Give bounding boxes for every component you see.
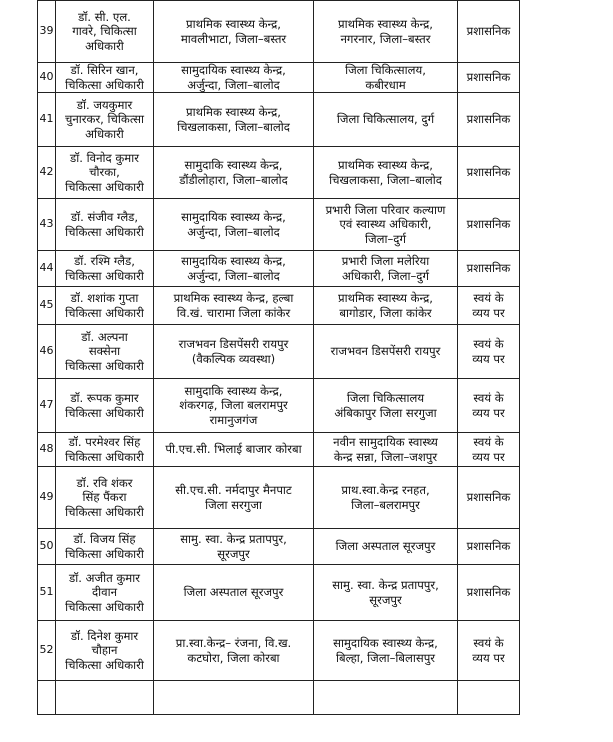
new-posting-text: प्राथमिक स्वास्थ्य केन्द्र, — [338, 291, 433, 306]
remark-text: प्रशासनिक — [466, 70, 511, 85]
officer-name-cell — [56, 93, 154, 147]
new-posting-cell — [314, 379, 458, 433]
officer-name-text: डॉ. विजय सिंह — [73, 532, 136, 547]
new-posting-cell — [314, 147, 458, 199]
officer-name-text: चिकित्सा अधिकारी — [65, 546, 144, 561]
remark-cell — [458, 63, 520, 93]
remark-text: प्रशासनिक — [466, 539, 511, 554]
officer-name-text: चिकित्सा अधिकारी — [65, 179, 144, 194]
current-posting-text: प्राथमिक स्वास्थ्य केन्द्र, — [186, 17, 281, 32]
officer-name-cell — [56, 63, 154, 93]
current-posting-text: सामुदायिक स्वास्थ्य केन्द्र, — [181, 63, 286, 78]
current-posting-cell — [154, 93, 314, 147]
current-posting-text: शंकरगढ़, जिला बलरामपुर — [179, 398, 288, 413]
remark-text: प्रशासनिक — [466, 165, 511, 180]
officer-name-text: चिकित्सा अधिकारी — [65, 504, 144, 519]
current-posting-text: कटघोरा, जिला कोरबा — [187, 650, 280, 665]
new-posting-text: जिला–दुर्ग — [365, 231, 406, 246]
officer-name-text: डॉ. रूपक कुमार — [70, 391, 139, 406]
officer-name-cell — [56, 147, 154, 199]
current-posting-cell — [154, 467, 314, 529]
officer-name-cell — [56, 529, 154, 565]
serial-number-text: 48 — [39, 442, 54, 456]
officer-name-text: डॉ. शशांक गुप्ता — [70, 291, 139, 306]
new-posting-text: केन्द्र सन्ना, जिला–जशपुर — [333, 449, 438, 464]
new-posting-text: अधिकारी, जिला–दुर्ग — [342, 268, 429, 283]
new-posting-cell — [314, 467, 458, 529]
remark-text: व्यय पर — [472, 351, 505, 366]
current-posting-text: अर्जुन्दा, जिला–बालोद — [187, 224, 280, 239]
serial-number-cell — [38, 251, 56, 287]
remark-text: प्रशासनिक — [466, 490, 511, 505]
serial-number-cell — [38, 1, 56, 63]
table-row — [38, 467, 520, 529]
officer-name-text: चिकित्सा अधिकारी — [65, 268, 144, 283]
officer-name-text: डॉ. रवि शंकर — [76, 476, 133, 491]
current-posting-cell — [154, 379, 314, 433]
current-posting-text: सामुदायिक स्वास्थ्य केन्द्र, — [181, 254, 286, 269]
table-row — [38, 287, 520, 325]
table-row — [38, 93, 520, 147]
serial-number-text: 45 — [39, 298, 54, 312]
table-row — [38, 621, 520, 681]
serial-number-text: 42 — [39, 165, 54, 179]
new-posting-text: जिला चिकित्सालय, दुर्ग — [336, 112, 435, 127]
transfer-order-sheet — [37, 0, 519, 715]
serial-number-cell — [38, 433, 56, 467]
empty-cell — [154, 681, 314, 715]
new-posting-cell — [314, 63, 458, 93]
table-row — [38, 529, 520, 565]
remark-text: प्रशासनिक — [466, 585, 511, 600]
serial-number-cell — [38, 287, 56, 325]
table-row — [38, 1, 520, 63]
officer-name-text: चिकित्सा अधिकारी — [65, 657, 144, 672]
new-posting-cell — [314, 433, 458, 467]
serial-number-cell — [38, 529, 56, 565]
current-posting-text: चिखलाकसा, जिला–बालोद — [177, 119, 290, 134]
current-posting-text: सामुदायिक स्वास्थ्य केन्द्र, — [181, 210, 286, 225]
new-posting-cell — [314, 1, 458, 63]
new-posting-text: नगरनार, जिला–बस्तर — [340, 31, 431, 46]
table-row — [38, 63, 520, 93]
officer-name-text: चिकित्सा अधिकारी — [65, 358, 144, 373]
new-posting-text: बिल्हा, जिला–बिलासपुर — [335, 650, 436, 665]
new-posting-cell — [314, 565, 458, 621]
remark-text: व्यय पर — [472, 305, 505, 320]
remark-cell — [458, 1, 520, 63]
officer-name-text: अधिकारी — [85, 38, 124, 53]
current-posting-cell — [154, 529, 314, 565]
new-posting-text: जिला चिकित्सालय, — [345, 63, 426, 78]
new-posting-text: सामु. स्वा. केन्द्र प्रतापपुर, — [332, 578, 439, 593]
officer-name-cell — [56, 287, 154, 325]
current-posting-cell — [154, 621, 314, 681]
serial-number-cell — [38, 325, 56, 379]
officer-name-text: चुनारकर, चिकित्सा — [65, 112, 144, 127]
officer-name-text: डॉ. सिरिन खान, — [70, 63, 139, 78]
table-row — [38, 379, 520, 433]
new-posting-cell — [314, 325, 458, 379]
serial-number-text: 46 — [39, 344, 54, 358]
remark-cell — [458, 565, 520, 621]
new-posting-cell — [314, 287, 458, 325]
officer-name-text: डॉ. जयकुमार — [76, 98, 133, 113]
current-posting-cell — [154, 147, 314, 199]
remark-cell — [458, 529, 520, 565]
table-row — [38, 147, 520, 199]
remark-cell — [458, 147, 520, 199]
remark-text: प्रशासनिक — [466, 112, 511, 127]
officer-name-text: डॉ. रश्मि ग्लैड, — [74, 254, 135, 269]
new-posting-text: सामुदायिक स्वास्थ्य केन्द्र, — [333, 636, 438, 651]
officer-name-text: चिकित्सा अधिकारी — [65, 449, 144, 464]
new-posting-text: प्राथ.स्वा.केन्द्र रनहत, — [341, 483, 430, 498]
remark-text: स्वयं के — [473, 291, 504, 306]
remark-text: स्वयं के — [473, 636, 504, 651]
current-posting-cell — [154, 565, 314, 621]
current-posting-text: जिला अस्पताल सूरजपुर — [183, 585, 284, 600]
new-posting-text: जिला अस्पताल सूरजपुर — [335, 539, 436, 554]
current-posting-text: राजभवन डिसपेंसरी रायपुर — [178, 337, 289, 352]
current-posting-text: डौंडीलोहारा, जिला–बालोद — [179, 172, 288, 187]
current-posting-text: (वैकल्पिक व्यवस्था) — [191, 351, 276, 366]
new-posting-cell — [314, 529, 458, 565]
serial-number-cell — [38, 379, 56, 433]
officer-name-text: चौहान — [91, 643, 118, 658]
remark-text: व्यय पर — [472, 405, 505, 420]
officer-name-text: डॉ. सी. एल. — [78, 10, 131, 25]
remark-text: स्वयं के — [473, 435, 504, 450]
serial-number-cell — [38, 467, 56, 529]
serial-number-cell — [38, 147, 56, 199]
current-posting-text: रामानुजगंज — [209, 412, 258, 427]
new-posting-text: एवं स्वास्थ्य अधिकारी, — [339, 217, 432, 232]
serial-number-text: 51 — [39, 585, 54, 599]
new-posting-text: राजभवन डिसपेंसरी रायपुर — [330, 344, 441, 359]
new-posting-cell — [314, 199, 458, 251]
serial-number-cell — [38, 565, 56, 621]
remark-cell — [458, 379, 520, 433]
officer-name-text: सक्सेना — [88, 344, 121, 359]
officer-name-text: चिकित्सा अधिकारी — [65, 305, 144, 320]
remark-text: व्यय पर — [472, 650, 505, 665]
officer-name-text: दीवान — [91, 585, 118, 600]
current-posting-cell — [154, 199, 314, 251]
new-posting-text: चिखलाकसा, जिला–बालोद — [329, 172, 442, 187]
current-posting-text: प्रा.स्वा.केन्द्र– रंजना, वि.ख. — [175, 636, 292, 651]
current-posting-text: प्राथमिक स्वास्थ्य केन्द्र, हल्बा — [173, 291, 294, 306]
remark-text: प्रशासनिक — [466, 217, 511, 232]
serial-number-cell — [38, 93, 56, 147]
officer-name-cell — [56, 621, 154, 681]
remark-text: व्यय पर — [472, 449, 505, 464]
serial-number-cell — [38, 621, 56, 681]
new-posting-cell — [314, 621, 458, 681]
current-posting-text: अर्जुन्दा, जिला–बालोद — [187, 77, 280, 92]
officer-name-cell — [56, 1, 154, 63]
officer-name-cell — [56, 565, 154, 621]
serial-number-text: 44 — [39, 261, 54, 275]
remark-cell — [458, 325, 520, 379]
new-posting-text: प्रभारी जिला परिवार कल्याण — [325, 203, 446, 218]
officer-name-text: डॉ. अजीत कुमार — [69, 571, 140, 586]
officer-name-cell — [56, 433, 154, 467]
serial-number-text: 39 — [39, 24, 54, 38]
remark-cell — [458, 467, 520, 529]
table-row — [38, 565, 520, 621]
officer-name-text: चिकित्सा अधिकारी — [65, 405, 144, 420]
remark-text: प्रशासनिक — [466, 24, 511, 39]
officer-name-text: अधिकारी — [85, 126, 124, 141]
officer-name-cell — [56, 467, 154, 529]
officer-name-text: चिकित्सा अधिकारी — [65, 599, 144, 614]
officer-name-cell — [56, 325, 154, 379]
officer-name-cell — [56, 379, 154, 433]
officer-name-cell — [56, 199, 154, 251]
current-posting-text: अर्जुन्दा, जिला–बालोद — [187, 268, 280, 283]
new-posting-text: जिला चिकित्सालय — [346, 391, 425, 406]
serial-number-cell — [38, 199, 56, 251]
empty-cell — [56, 681, 154, 715]
remark-cell — [458, 287, 520, 325]
empty-cell — [314, 681, 458, 715]
officer-name-text: चौरका, — [89, 165, 120, 180]
new-posting-cell — [314, 93, 458, 147]
current-posting-text: मावलीभाटा, जिला–बस्तर — [180, 31, 287, 46]
remark-text: प्रशासनिक — [466, 261, 511, 276]
new-posting-text: नवीन सामुदायिक स्वास्थ्य — [333, 435, 438, 450]
empty-table-row — [38, 681, 520, 715]
serial-number-text: 50 — [39, 539, 54, 553]
current-posting-cell — [154, 433, 314, 467]
officer-name-text: डॉ. संजीव ग्लैड, — [70, 210, 139, 225]
officer-name-cell — [56, 251, 154, 287]
officer-name-text: डॉ. परमेश्वर सिंह — [68, 435, 141, 450]
officer-name-text: डॉ. अल्पना — [81, 330, 128, 345]
current-posting-text: सामुदाकि स्वास्थ्य केन्द्र, — [184, 384, 283, 399]
new-posting-text: कबीरधाम — [365, 77, 406, 92]
new-posting-text: प्रभारी जिला मलेरिया — [341, 254, 430, 269]
remark-cell — [458, 621, 520, 681]
current-posting-text: जिला सरगुजा — [205, 497, 262, 512]
current-posting-text: सूरजपुर — [217, 546, 250, 561]
officer-name-text: डॉ. दिनेश कुमार — [70, 629, 139, 644]
new-posting-text: प्राथमिक स्वास्थ्य केन्द्र, — [338, 17, 433, 32]
current-posting-text: सी.एच.सी. नर्मदापुर मैनपाट — [175, 483, 292, 498]
remark-cell — [458, 93, 520, 147]
current-posting-text: पी.एच.सी. भिलाई बाजार कोरबा — [165, 442, 302, 457]
officer-name-text: चिकित्सा अधिकारी — [65, 224, 144, 239]
new-posting-cell — [314, 251, 458, 287]
remark-text: स्वयं के — [473, 337, 504, 352]
empty-cell — [458, 681, 520, 715]
serial-number-text: 43 — [39, 217, 54, 231]
officer-name-text: डॉ. विनोद कुमार — [70, 151, 139, 166]
current-posting-text: सामुदाकि स्वास्थ्य केन्द्र, — [184, 158, 283, 173]
current-posting-text: वि.खं. चारामा जिला कांकेर — [176, 305, 291, 320]
serial-number-text: 40 — [39, 70, 54, 84]
officer-name-text: सिंह पैंकरा — [82, 490, 127, 505]
table-row — [38, 433, 520, 467]
table-row — [38, 199, 520, 251]
remark-text: स्वयं के — [473, 391, 504, 406]
transfer-table — [37, 0, 520, 715]
empty-cell — [38, 681, 56, 715]
remark-cell — [458, 251, 520, 287]
officer-name-text: चिकित्सा अधिकारी — [65, 77, 144, 92]
officer-name-text: गावरे, चिकित्सा — [72, 24, 137, 39]
serial-number-cell — [38, 63, 56, 93]
remark-cell — [458, 199, 520, 251]
current-posting-cell — [154, 325, 314, 379]
current-posting-cell — [154, 1, 314, 63]
remark-cell — [458, 433, 520, 467]
new-posting-text: अंबिकापुर जिला सरगुजा — [334, 405, 437, 420]
serial-number-text: 49 — [39, 490, 54, 504]
new-posting-text: जिला–बलरामपुर — [351, 497, 420, 512]
current-posting-text: सामु. स्वा. केन्द्र प्रतापपुर, — [180, 532, 287, 547]
transfer-table-body — [38, 1, 520, 715]
new-posting-text: प्राथमिक स्वास्थ्य केन्द्र, — [338, 158, 433, 173]
current-posting-cell — [154, 63, 314, 93]
serial-number-text: 47 — [39, 398, 54, 412]
current-posting-text: प्राथमिक स्वास्थ्य केन्द्र, — [186, 105, 281, 120]
current-posting-cell — [154, 287, 314, 325]
new-posting-text: सूरजपुर — [369, 592, 402, 607]
table-row — [38, 325, 520, 379]
table-row — [38, 251, 520, 287]
serial-number-text: 52 — [39, 643, 54, 657]
serial-number-text: 41 — [39, 112, 54, 126]
new-posting-text: बागोडार, जिला कांकेर — [339, 305, 432, 320]
current-posting-cell — [154, 251, 314, 287]
